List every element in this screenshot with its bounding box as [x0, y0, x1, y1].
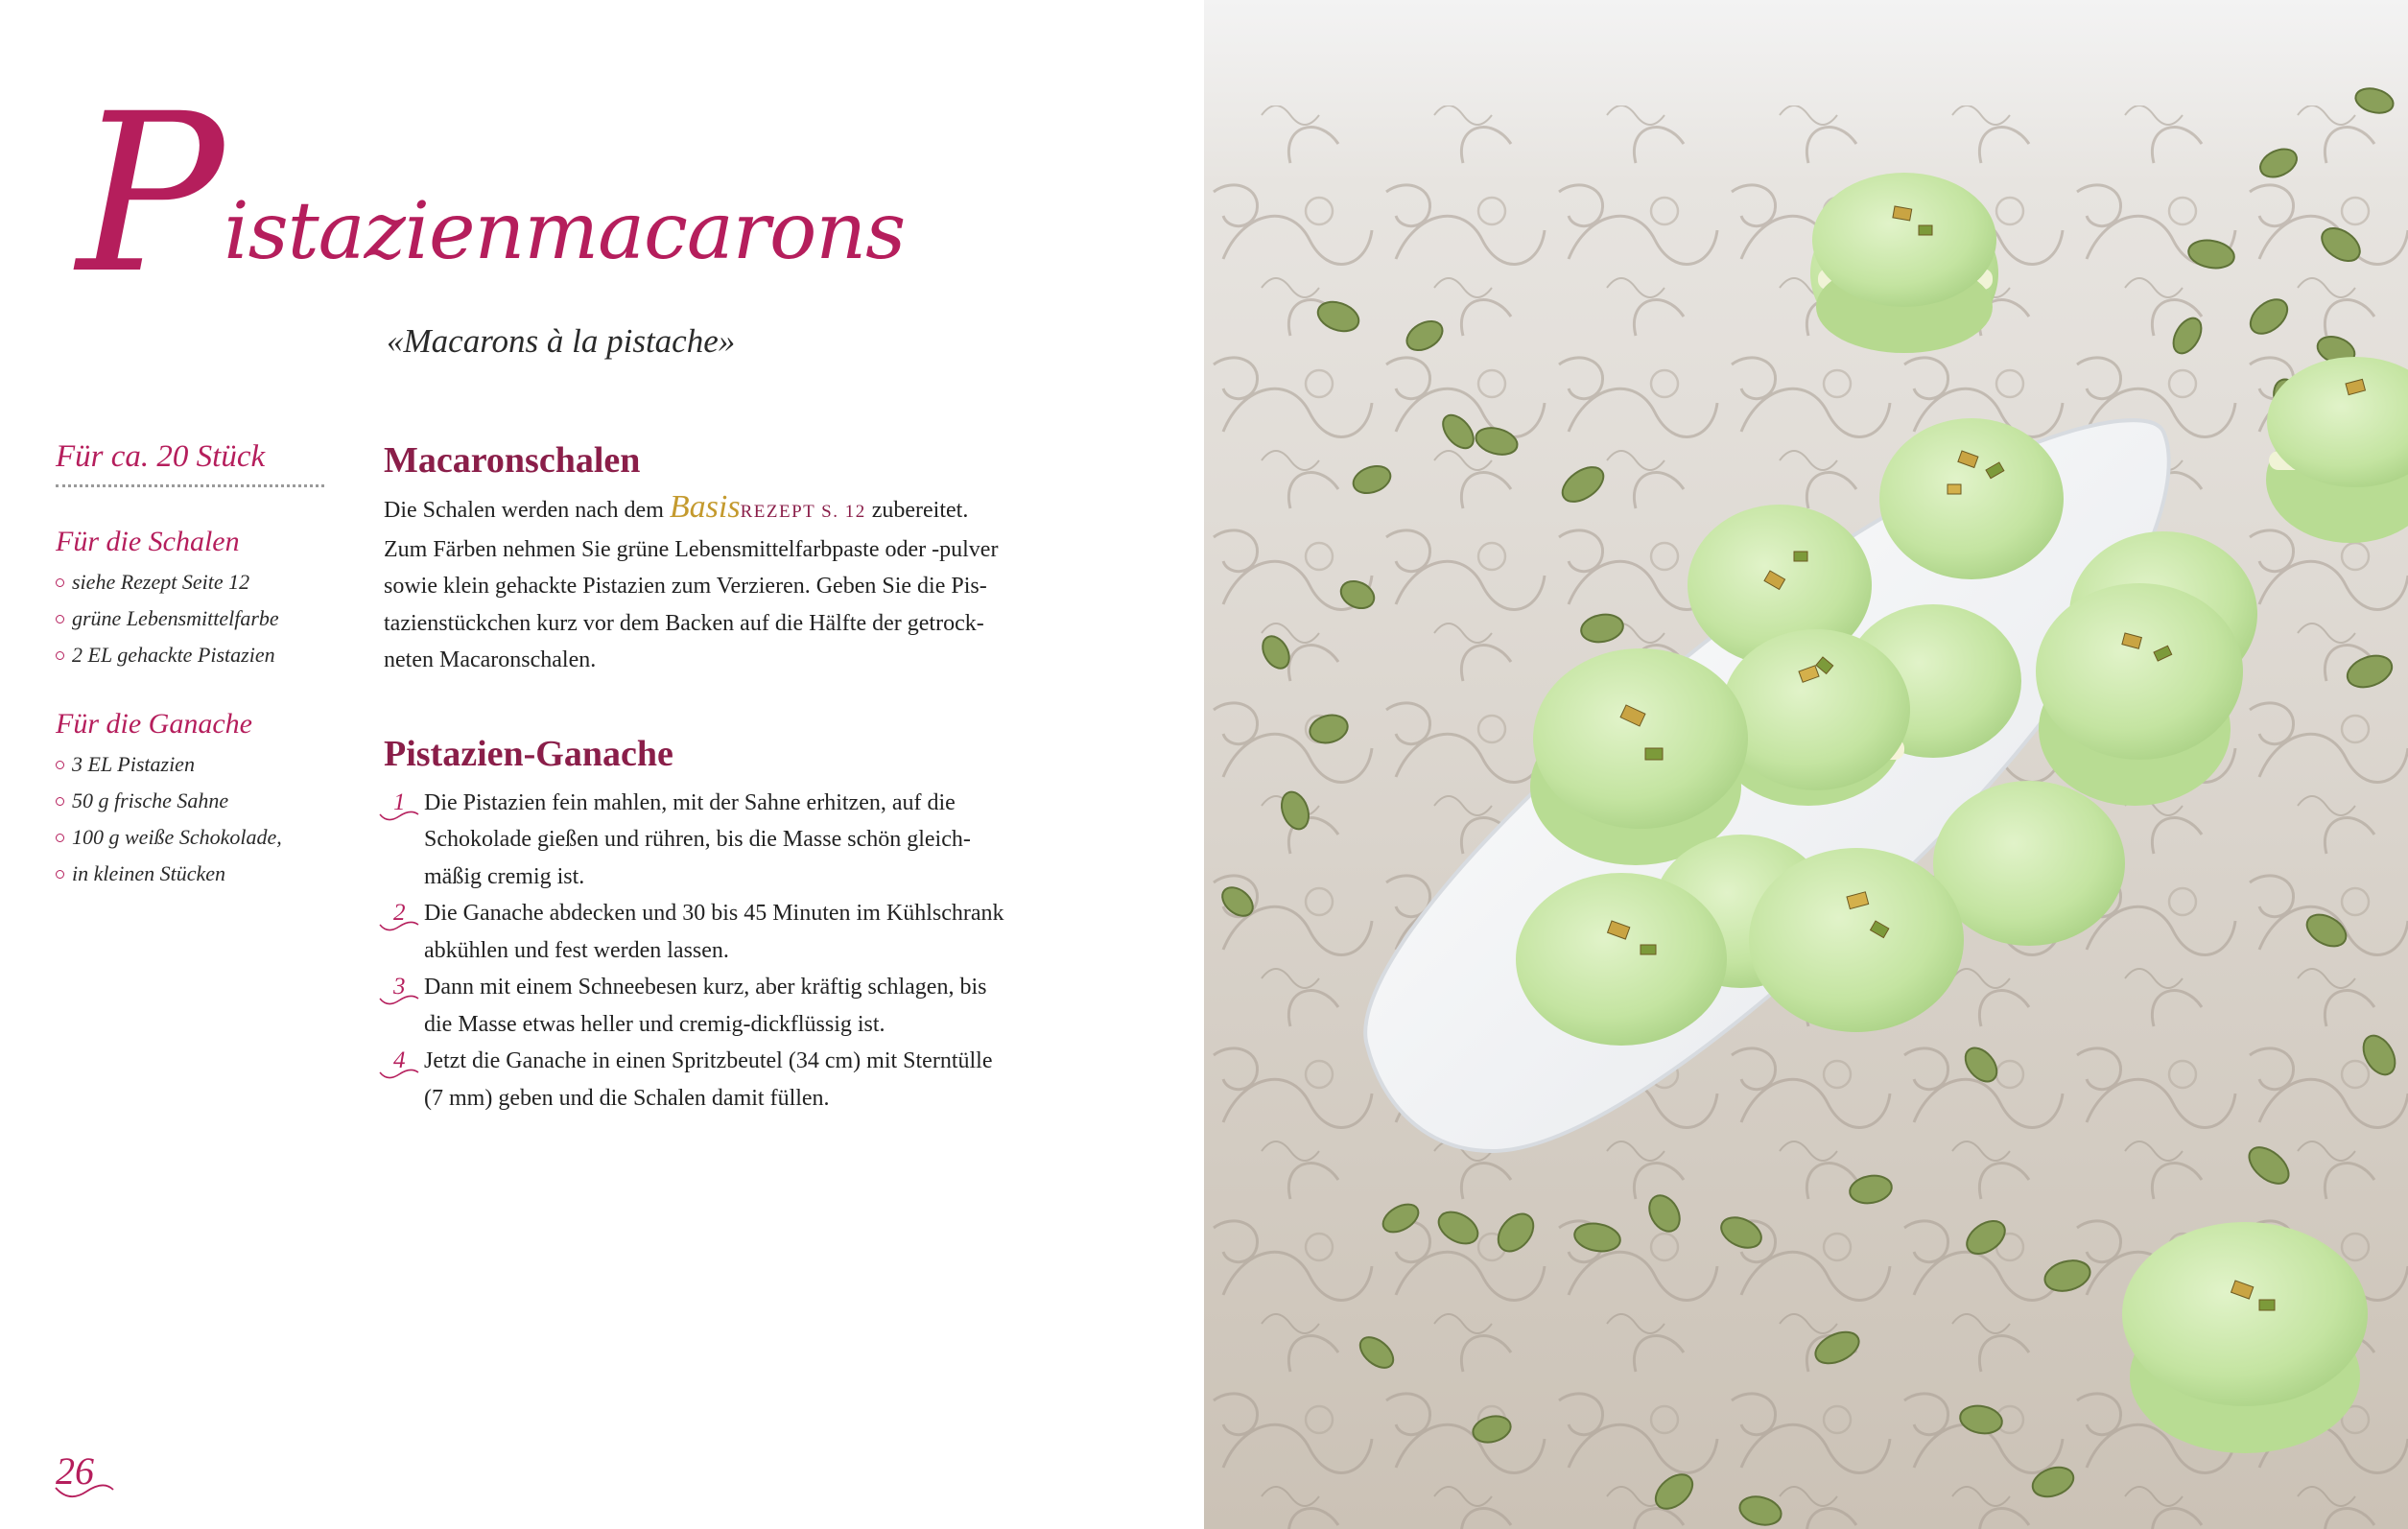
step-swash-icon — [378, 919, 420, 936]
method-column — [384, 439, 1094, 1117]
macaron-top-right — [1810, 173, 1998, 353]
shells-text: Zum Färben nehmen Sie grüne Lebensmittelfarbpaste oder -pulver — [384, 536, 999, 562]
macaron-bottom-right — [2122, 1222, 2368, 1453]
macaron-edge-right — [2266, 357, 2408, 543]
page-number: 26 — [56, 1449, 94, 1493]
ingredient-item: siehe Rezept Seite 12 — [56, 564, 324, 600]
ingredient-item-continued: in kleinen Stücken — [56, 856, 324, 892]
recipe-title-initial: P — [77, 66, 224, 321]
macaron-photo-illustration — [1204, 0, 2408, 1529]
ingredient-group-heading-shells: Für die Schalen — [56, 526, 240, 557]
step-number: 4 — [393, 1047, 406, 1073]
step-swash-icon — [378, 993, 420, 1010]
step-text: Jetzt die Ganache in einen Spritzbeutel (34 cm) mit Sterntülle — [424, 1048, 993, 1073]
step-item — [384, 1043, 1094, 1117]
shells-text: sowie klein gehackte Pistazien zum Verzieren. Geben Sie die Pis- — [384, 574, 987, 599]
ingredients-sidebar — [56, 439, 324, 892]
ingredient-item: grüne Lebensmittelfarbe — [56, 600, 324, 637]
shells-paragraph — [384, 489, 1094, 679]
section-heading-ganache: Pistazien-Ganache — [384, 733, 673, 774]
step-text: Schokolade gießen und rühren, bis die Masse schön gleich- — [424, 827, 971, 852]
step-text: Die Ganache abdecken und 30 bis 45 Minuten im Kühlschrank — [424, 901, 1004, 926]
step-number: 3 — [393, 974, 406, 1000]
step-text: mäßig cremig ist. — [424, 863, 585, 889]
step-swash-icon — [378, 809, 420, 826]
step-text: abkühlen und fest werden lassen. — [424, 937, 729, 963]
ingredient-item: 100 g weiße Schokolade, — [56, 819, 324, 856]
yield-label: Für ca. 20 Stück — [56, 439, 324, 487]
step-text: (7 mm) geben und die Schalen damit füllen. — [424, 1085, 830, 1111]
recipe-title — [77, 66, 906, 321]
ingredient-list-shells — [56, 564, 324, 673]
ingredient-item: 2 EL gehackte Pistazien — [56, 637, 324, 673]
macaron-photo — [1204, 0, 2408, 1529]
ingredient-list-ganache — [56, 746, 324, 892]
step-item — [384, 895, 1094, 969]
shells-text: Die Schalen werden nach dem — [384, 498, 664, 523]
step-text: Dann mit einem Schneebesen kurz, aber kräftig schlagen, bis — [424, 975, 987, 1000]
recipe-page-reference[interactable]: REZEPT S. 12 — [740, 502, 866, 522]
ganache-steps — [384, 785, 1094, 1117]
shells-text: tazienstückchen kurz vor dem Backen auf die Hälfte der getrock- — [384, 610, 984, 636]
basis-recipe-reference[interactable]: Basis — [669, 489, 741, 525]
step-swash-icon — [378, 1067, 420, 1084]
ingredient-group-heading-ganache: Für die Ganache — [56, 708, 252, 740]
shells-text: zubereitet. — [871, 498, 969, 523]
step-item — [384, 785, 1094, 896]
page-number-swash-icon — [54, 1482, 115, 1505]
recipe-subtitle: «Macarons à la pistache» — [387, 322, 736, 360]
step-item — [384, 969, 1094, 1043]
ingredient-item: 50 g frische Sahne — [56, 783, 324, 819]
shells-text: neten Macaronschalen. — [384, 647, 597, 672]
step-text: die Masse etwas heller und cremig-dickflüssig ist. — [424, 1011, 885, 1037]
ingredient-item: 3 EL Pistazien — [56, 746, 324, 783]
section-heading-shells: Macaronschalen — [384, 440, 641, 481]
recipe-title-rest: istazienmacarons — [224, 186, 906, 277]
step-text: Die Pistazien fein mahlen, mit der Sahne erhitzen, auf die — [424, 789, 956, 815]
step-number: 2 — [393, 900, 406, 926]
step-number: 1 — [393, 788, 406, 815]
